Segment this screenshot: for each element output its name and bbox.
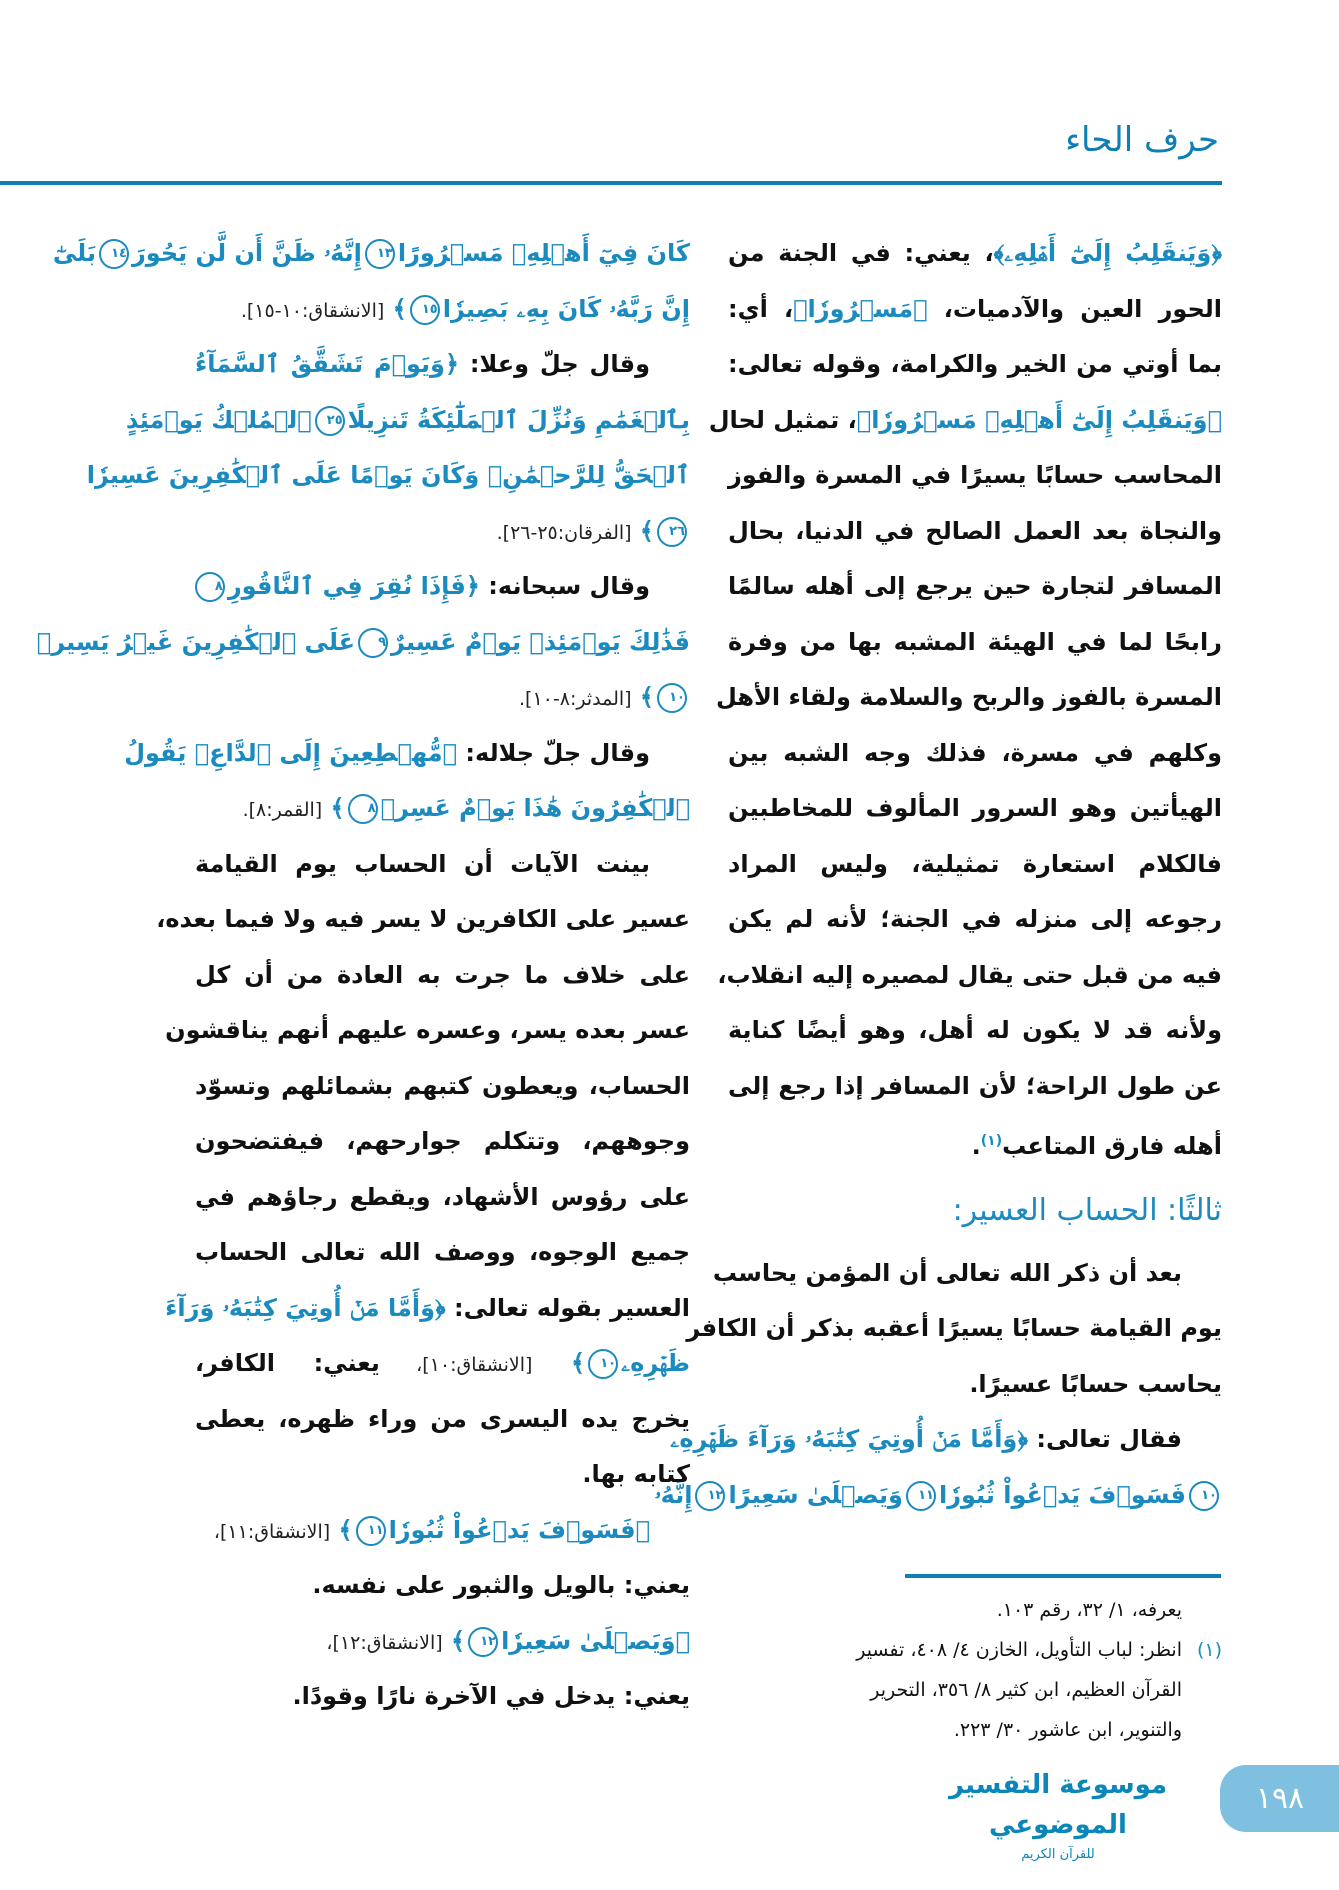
verse-reference: [الانشقاق:١٠-١٥]. bbox=[240, 299, 385, 322]
body-text: على رؤوس الأشهاد، ويقطع رجاؤهم في bbox=[195, 1182, 690, 1211]
body-text: . bbox=[971, 1132, 981, 1160]
quran-verse: ﴾ bbox=[384, 294, 407, 323]
text-line bbox=[654, 1468, 1222, 1524]
text-line bbox=[86, 448, 690, 504]
quran-verse: ﴿فَسَوۡفَ يَدۡعُواْ ثُبُورٗا bbox=[388, 1515, 650, 1544]
text-line bbox=[165, 1003, 690, 1059]
footnote-continued: يعرفه، ١/ ٣٢، رقم ١٠٣. bbox=[996, 1599, 1182, 1621]
page-number: ١٩٨ bbox=[1220, 1765, 1339, 1832]
left-column-text bbox=[36, 226, 690, 1725]
text-line bbox=[715, 670, 1222, 726]
quran-verse: فَسَوۡفَ يَدۡعُواْ ثُبُورٗا bbox=[938, 1480, 1186, 1509]
footnote-text: القرآن العظيم، ابن كثير ٨/ ٣٥٦، التحرير bbox=[870, 1679, 1182, 1701]
quran-verse: ﴿وَيَصۡلَىٰ سَعِيرٗا bbox=[501, 1626, 690, 1655]
logo-subtitle: للقرآن الكريم bbox=[1021, 1847, 1095, 1862]
text-line bbox=[195, 559, 690, 615]
body-text: كتابه بها. bbox=[582, 1460, 690, 1488]
body-text: والنجاة بعد العمل الصالح في الدنيا، بحال bbox=[728, 516, 1222, 545]
text-line bbox=[195, 282, 690, 338]
text-line bbox=[36, 615, 690, 671]
verse-number-marker: ٨ bbox=[348, 794, 378, 824]
quran-verse: ﴿وَأَمَّا مَنۡ أُوتِيَ كِتَٰبَهُۥ وَرَآءَ bbox=[165, 1293, 446, 1322]
body-text: يوم القيامة حسابًا يسيرًا أعقبه بذكر أن الكافر bbox=[686, 1314, 1222, 1342]
quran-verse: إِنَّهُۥ bbox=[654, 1480, 693, 1509]
text-line bbox=[195, 1503, 690, 1559]
text-line bbox=[195, 1114, 690, 1170]
verse-reference: [الانشقاق:١٠]، bbox=[379, 1354, 533, 1376]
text-line bbox=[195, 1392, 690, 1448]
text-line bbox=[708, 393, 1222, 449]
text-line bbox=[728, 448, 1222, 504]
quran-verse: ﴾ bbox=[532, 1349, 586, 1377]
text-line bbox=[195, 1336, 690, 1392]
verse-reference: [القمر:٨]. bbox=[242, 799, 323, 821]
body-text: وجوههم، وتتكلم جوارحهم، فيفتضحون bbox=[195, 1127, 690, 1155]
body-text: يحاسب حسابًا عسيرًا. bbox=[969, 1369, 1222, 1398]
verse-number-marker: ١١ bbox=[906, 1481, 936, 1511]
chapter-title: حرف الحاء bbox=[1065, 120, 1219, 160]
body-text: الهيأتين وهو السرور المألوف للمخاطبين bbox=[728, 794, 1222, 822]
text-line bbox=[728, 1114, 1222, 1170]
quran-verse: وَيَصۡلَىٰ سَعِيرًا bbox=[728, 1480, 903, 1509]
quran-verse: إِنَّ رَبَّهُۥ كَانَ بِهِۦ بَصِيرٗا bbox=[442, 294, 690, 323]
body-text: على خلاف ما جرت به العادة من أن كل bbox=[195, 960, 690, 989]
footnote-text: والتنوير، ابن عاشور ٣٠/ ٢٢٣. bbox=[953, 1719, 1182, 1741]
text-line bbox=[728, 559, 1222, 615]
text-line bbox=[670, 1412, 1222, 1468]
body-text: ، تمثيل لحال bbox=[708, 405, 857, 434]
body-text: أهله فارق المتاعب bbox=[1002, 1132, 1222, 1160]
section-heading: ثالثًا: الحساب العسير: bbox=[952, 1192, 1222, 1228]
footnote-divider bbox=[905, 1574, 1221, 1578]
text-line bbox=[728, 504, 1222, 560]
verse-number-marker: ١٢ bbox=[695, 1481, 725, 1511]
text-line bbox=[195, 1669, 690, 1725]
verse-number-marker: ١٠ bbox=[588, 1349, 618, 1379]
right-column-text bbox=[708, 226, 1222, 1170]
quran-verse: ﴿مَسۡرُورٗا﴾ bbox=[793, 294, 928, 323]
body-text: جميع الوجوه، ووصف الله تعالى الحساب bbox=[195, 1238, 690, 1266]
verse-number-marker: ١٠ bbox=[657, 683, 687, 713]
logo-title: موسوعة التفسير الموضوعي bbox=[948, 1770, 1168, 1840]
text-line bbox=[728, 226, 1222, 282]
text-line bbox=[165, 1281, 690, 1337]
verse-reference: [الفرقان:٢٥-٢٦]. bbox=[496, 521, 632, 544]
text-line bbox=[728, 337, 1222, 393]
quran-verse: ﴿فَإِذَا نُقِرَ فِي ٱلنَّاقُورِ bbox=[227, 572, 480, 600]
quran-verse: ﴾ bbox=[631, 683, 654, 711]
quran-verse: ﴾ bbox=[631, 516, 654, 545]
quran-verse: ٱلۡمُلۡكُ يَوۡمَئِذٍ bbox=[125, 405, 312, 434]
body-text: يعني: الكافر، bbox=[195, 1349, 380, 1377]
verse-number-marker: ١٤ bbox=[99, 239, 129, 269]
quran-verse: ﴾ bbox=[330, 1515, 353, 1544]
verse-reference: [الانشقاق:١٢]، bbox=[326, 1631, 443, 1654]
body-text: بينت الآيات أن الحساب يوم القيامة bbox=[195, 849, 650, 878]
body-text: عسير على الكافرين لا يسر فيه ولا فيما بعده، bbox=[156, 905, 690, 933]
body-text: فالكلام استعارة تمثيلية، وليس المراد bbox=[728, 849, 1222, 878]
text-line bbox=[195, 1447, 690, 1503]
quran-verse: ٱلۡحَقُّ لِلرَّحۡمَٰنِۚ وَكَانَ يَوۡمًا عَلَى ٱلۡكَٰفِرِينَ عَسِيرٗا bbox=[86, 461, 690, 489]
text-line bbox=[728, 1003, 1222, 1059]
quran-verse: ﴿وَأَمَّا مَنۡ أُوتِيَ كِتَٰبَهُۥ وَرَآءَ ظَهۡرِهِۦ bbox=[670, 1425, 1028, 1453]
right-column-text-2 bbox=[654, 1246, 1222, 1524]
quran-verse: إِنَّهُۥ ظَنَّ أَن لَّن يَحُورَ bbox=[131, 239, 362, 267]
header-divider bbox=[0, 181, 1222, 185]
body-text: فقال تعالى: bbox=[1028, 1425, 1182, 1453]
text-line bbox=[728, 781, 1222, 837]
text-line bbox=[728, 726, 1222, 782]
encyclopedia-logo bbox=[933, 1765, 1183, 1865]
text-line bbox=[156, 892, 690, 948]
text-line bbox=[124, 726, 690, 782]
text-line bbox=[195, 1170, 690, 1226]
verse-number-marker: ١١ bbox=[356, 1516, 386, 1546]
verse-number-marker: ١٥ bbox=[410, 295, 440, 325]
body-text: المسرة بالفوز والربح والسلامة ولقاء الأهل bbox=[715, 683, 1222, 711]
body-text: يعني: بالويل والثبور على نفسه. bbox=[312, 1571, 690, 1599]
body-text: رابحًا لما في الهيئة المشبه بها من وفرة bbox=[728, 627, 1222, 656]
body-text: وقال جلّ جلاله: bbox=[457, 738, 650, 767]
verse-number-marker: ١٠ bbox=[1189, 1481, 1219, 1511]
text-line bbox=[728, 892, 1222, 948]
text-line bbox=[195, 837, 690, 893]
text-line bbox=[712, 1246, 1222, 1302]
body-text: المسافر لتجارة حين يرجع إلى أهله سالمًا bbox=[728, 572, 1222, 600]
quran-verse: فَذَٰلِكَ يَوۡمَئِذٖ يَوۡمٌ عَسِيرٌ bbox=[391, 627, 690, 656]
text-line bbox=[195, 1059, 690, 1115]
quran-verse: ﴿وَيَنقَلِبُ إِلَىٰٓ أَهۡلِهِۦ﴾ bbox=[993, 239, 1222, 267]
body-text: ولأنه قد لا يكون له أهل، وهو أيضًا كناية bbox=[728, 1016, 1222, 1044]
footnote-ref[interactable]: (١) bbox=[980, 1133, 1003, 1149]
text-line bbox=[125, 393, 690, 449]
verse-number-marker: ٨ bbox=[195, 572, 225, 602]
body-text: الحور العين والآدميات، bbox=[927, 294, 1222, 323]
quran-verse: ظَهۡرِهِۦ bbox=[621, 1349, 690, 1377]
text-line bbox=[195, 1225, 690, 1281]
left-column bbox=[36, 226, 690, 1725]
body-text: فيه من قبل حتى يقال لمصيره إليه انقلاب، bbox=[717, 960, 1222, 989]
text-line bbox=[717, 948, 1222, 1004]
quran-verse: بِٱلۡغَمَٰمِ وَنُزِّلَ ٱلۡمَلَٰٓئِكَةُ تَنزِيلًا bbox=[347, 405, 690, 434]
text-line bbox=[195, 337, 690, 393]
verse-number-marker: ٩ bbox=[358, 628, 388, 658]
text-line bbox=[52, 226, 690, 282]
body-text: ، أي: bbox=[728, 294, 794, 323]
body-text: الحساب، ويعطون كتبهم بشمائلهم وتسوّد bbox=[195, 1071, 690, 1100]
quran-verse: كَانَ فِيٓ أَهۡلِهِۦ مَسۡرُورًا bbox=[397, 239, 690, 267]
verse-number-marker: ٢٦ bbox=[657, 517, 687, 547]
quran-verse: بَلَىٰٓ bbox=[52, 239, 96, 267]
body-text: يعني: يدخل في الآخرة نارًا وقودًا. bbox=[292, 1682, 690, 1710]
verse-number-marker: ٢٥ bbox=[315, 406, 345, 436]
text-line bbox=[728, 837, 1222, 893]
body-text: وقال سبحانه: bbox=[479, 572, 650, 600]
footnote-number: (١) bbox=[1196, 1639, 1222, 1661]
body-text: يخرج يده اليسرى من وراء ظهره، يعطى bbox=[195, 1404, 690, 1433]
text-line bbox=[195, 504, 690, 560]
verse-reference: [الانشقاق:١١]، bbox=[213, 1520, 331, 1543]
text-line bbox=[728, 1357, 1222, 1413]
body-text: وكلهم في مسرة، فذلك وجه الشبه بين bbox=[728, 738, 1222, 767]
text-line bbox=[195, 670, 690, 726]
footnotes bbox=[728, 1590, 1222, 1750]
text-line bbox=[728, 1059, 1222, 1115]
quran-verse: ﴿وَيَنقَلِبُ إِلَىٰٓ أَهۡلِهِۦ مَسۡرُورٗا﴾ bbox=[856, 405, 1222, 434]
text-line bbox=[195, 1558, 690, 1614]
quran-verse: ﴾ bbox=[322, 794, 345, 822]
quran-verse: ﴿وَيَوۡمَ تَشَقَّقُ ٱلسَّمَآءُ bbox=[195, 350, 460, 378]
body-text: بعد أن ذكر الله تعالى أن المؤمن يحاسب bbox=[712, 1258, 1182, 1287]
body-text: العسير بقوله تعالى: bbox=[445, 1293, 690, 1322]
body-text: عسر بعده يسر، وعسره عليهم أنهم يناقشون bbox=[165, 1016, 690, 1044]
quran-verse: ﴾ bbox=[442, 1626, 466, 1655]
quran-verse: ﴿مُّهۡطِعِينَ إِلَى ٱلدَّاعِۖ يَقُولُ bbox=[124, 738, 458, 767]
text-line bbox=[728, 615, 1222, 671]
text-line bbox=[195, 1614, 690, 1670]
body-text: بما أوتي من الخير والكرامة، وقوله تعالى: bbox=[728, 350, 1222, 378]
body-text: وقال جلّ وعلا: bbox=[459, 350, 650, 378]
text-line bbox=[686, 1301, 1222, 1357]
body-text: المحاسب حسابًا يسيرًا في المسرة والفوز bbox=[728, 461, 1222, 489]
text-line bbox=[728, 282, 1222, 338]
footnote-text: انظر: لباب التأويل، الخازن ٤/ ٤٠٨، تفسير bbox=[856, 1639, 1182, 1661]
verse-reference: [المدثر:٨-١٠]. bbox=[519, 688, 632, 710]
body-text: ، يعني: في الجنة من bbox=[728, 239, 994, 267]
quran-verse: عَلَى ٱلۡكَٰفِرِينَ غَيۡرُ يَسِيرٖ bbox=[36, 627, 356, 656]
body-text: رجوعه إلى منزله في الجنة؛ لأنه لم يكن bbox=[728, 905, 1222, 933]
verse-number-marker: ١٣ bbox=[365, 239, 395, 269]
quran-verse: ٱلۡكَٰفِرُونَ هَٰذَا يَوۡمٌ عَسِرٞ bbox=[380, 794, 690, 822]
text-line bbox=[195, 948, 690, 1004]
verse-number-marker: ١٢ bbox=[468, 1627, 498, 1657]
text-line bbox=[195, 781, 690, 837]
body-text: عن طول الراحة؛ لأن المسافر إذا رجع إلى bbox=[728, 1071, 1222, 1100]
